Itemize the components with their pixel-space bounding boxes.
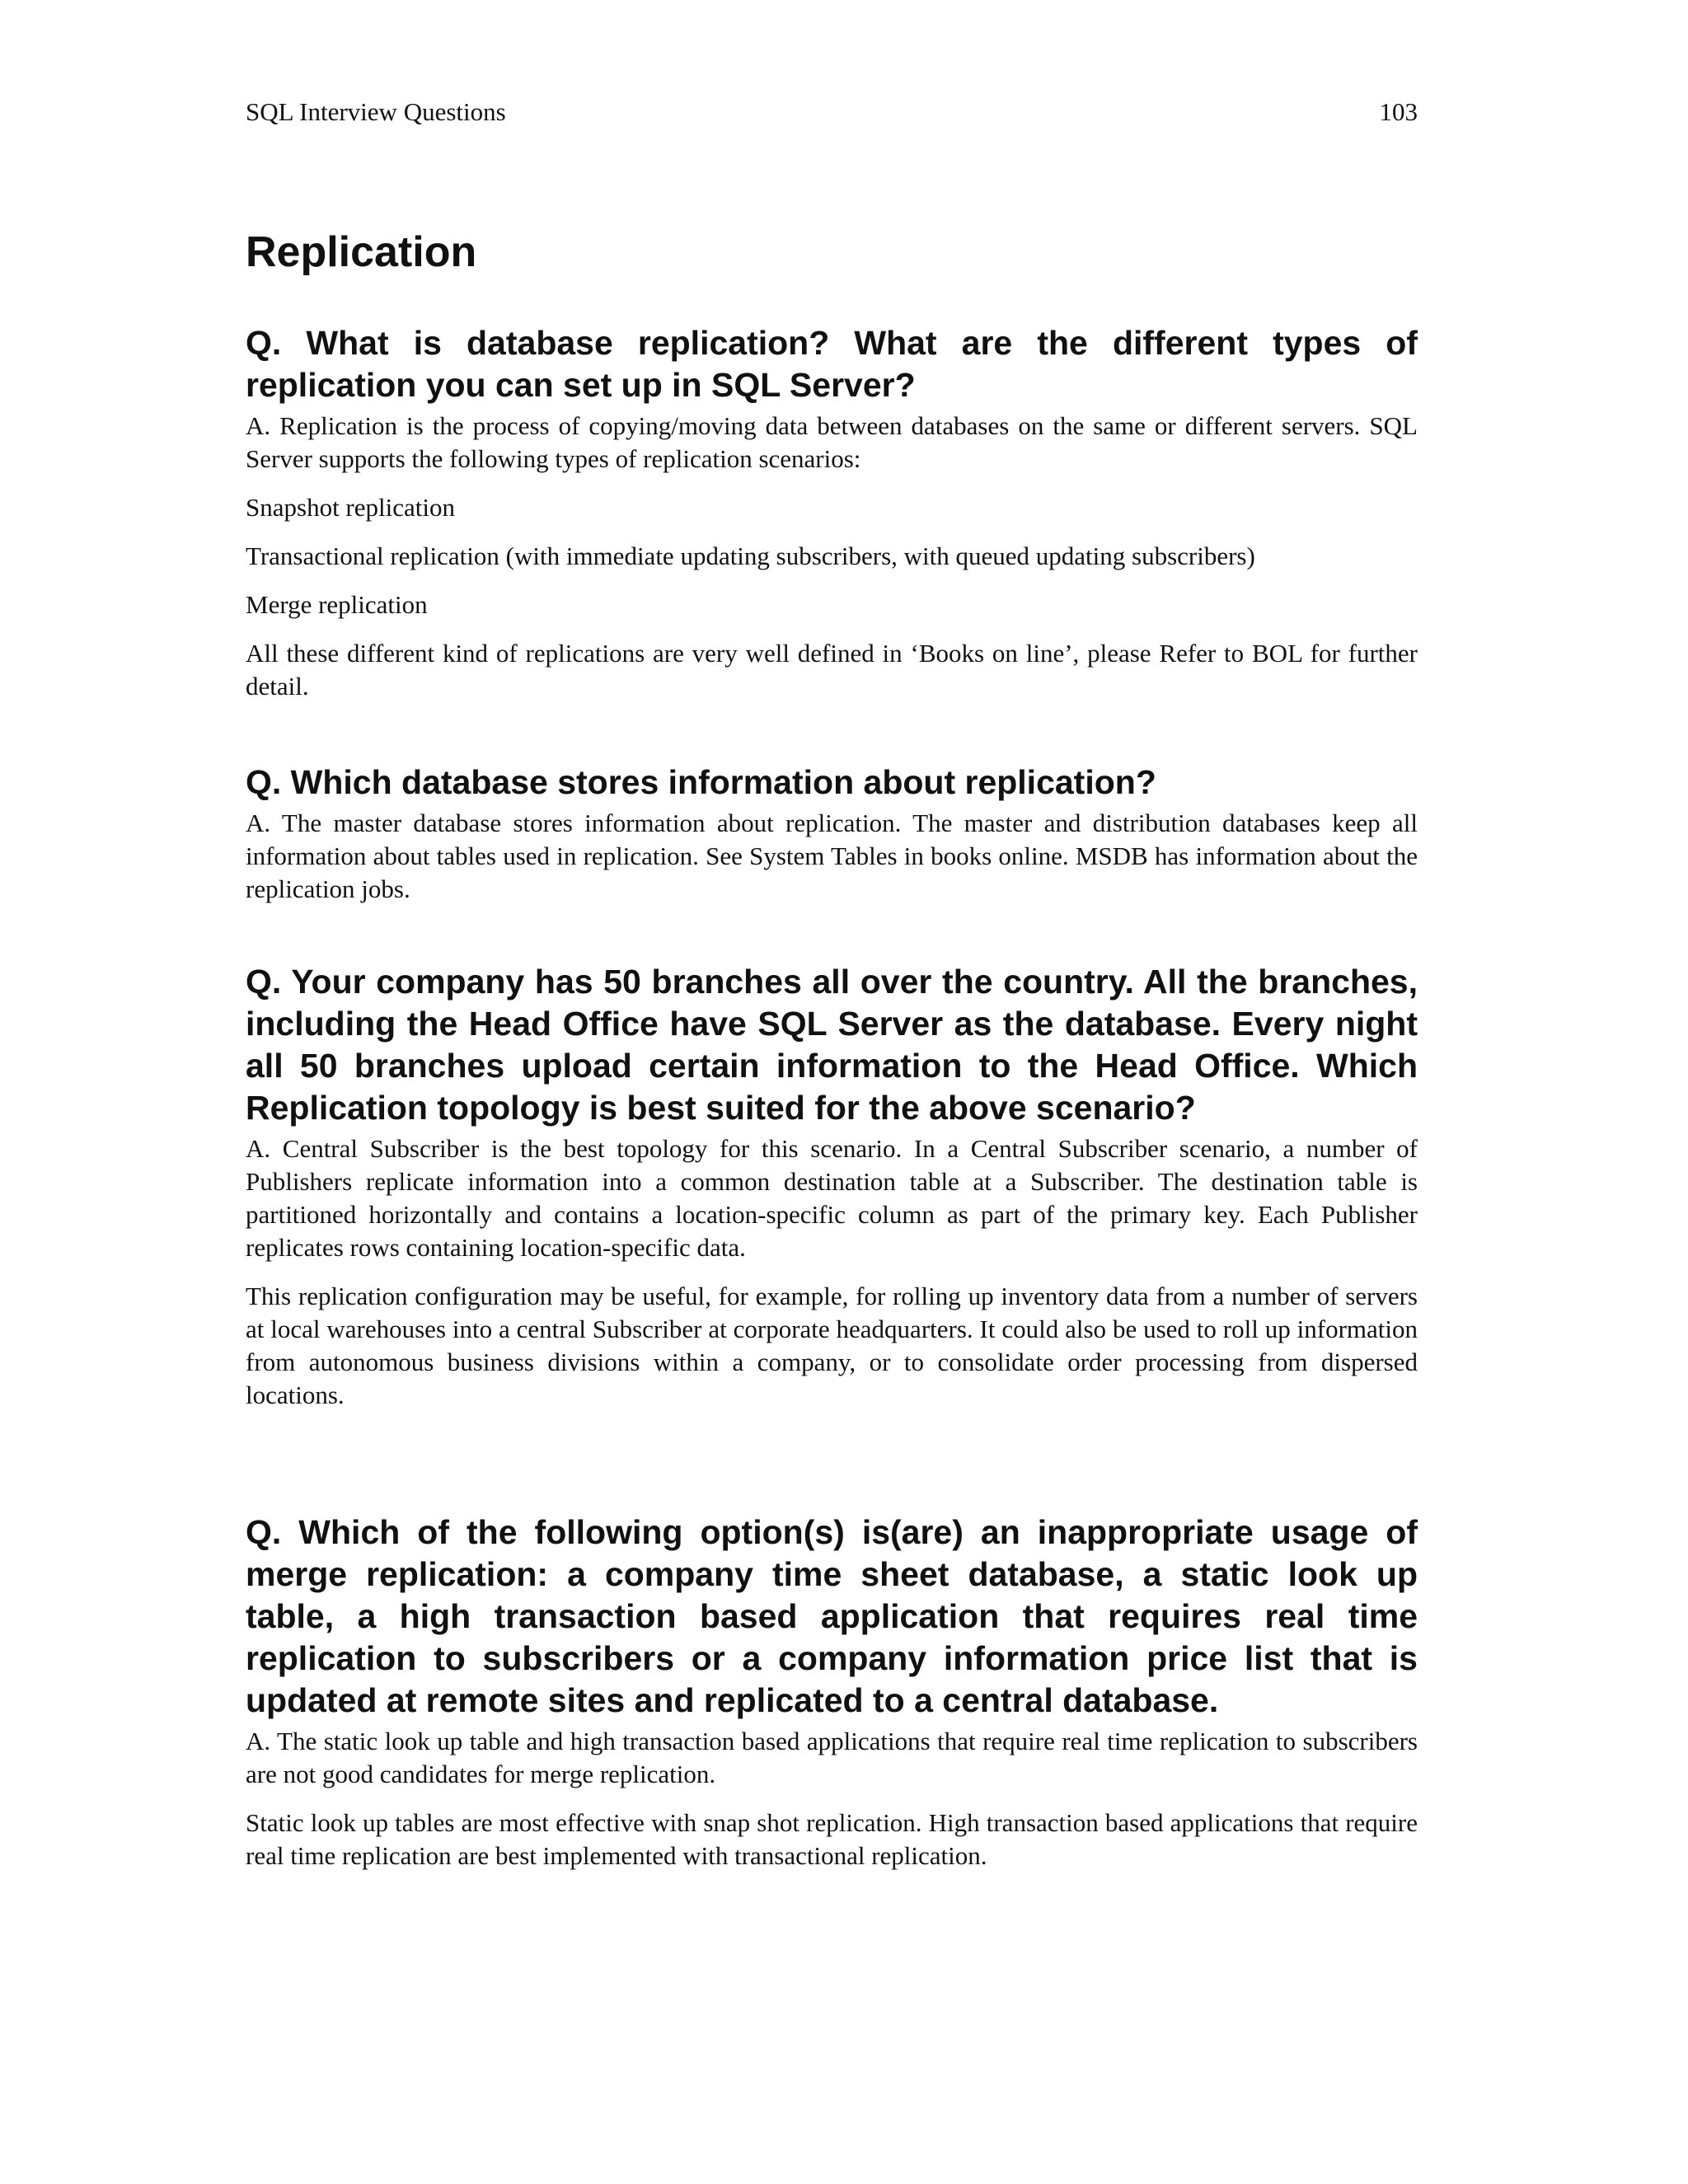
answer-3-para-2: This replication configuration may be useful, for example, for rolling up inventory data from a number of servers at local warehouses into a central Subscriber at corporate headquarters. It could also be used to roll up information from autonomous business divisions within a company, or to consolidate order processing from dispersed locations. <box>246 1282 1418 1409</box>
qa-block-2 <box>246 762 1418 921</box>
document-page <box>246 0 1418 2184</box>
answer-2-para-1: A. The master database stores information about replication. The master and distribution databases keep all information about tables used in replication. See System Tables in books online. MSDB has information about the replication jobs. <box>246 808 1418 903</box>
page-number: 103 <box>1379 97 1418 126</box>
book-title: SQL Interview Questions <box>246 97 506 126</box>
answer-1-para-4: Merge replication <box>246 590 428 619</box>
answer-4-para-1: A. The static look up table and high transaction based applications that require real time replication to subscribers are not good candidates for merge replication. <box>246 1727 1418 1788</box>
chapter-title: Replication <box>246 228 477 276</box>
answer-1-para-5: All these different kind of replications are very well defined in ‘Books on line’, please Refer to BOL for further detail. <box>246 639 1418 701</box>
qa-block-1 <box>246 322 1418 719</box>
qa-block-4 <box>246 1511 1418 1888</box>
question-4: Q. Which of the following option(s) is(are) an inappropriate usage of merge replication: a company time sheet database, a static look up table, a high transaction based application that requires real time replication to subscribers or a company information price list that is updated at remote sites and replicated to a central database. <box>246 1513 1418 1719</box>
answer-4-para-2: Static look up tables are most effective with snap shot replication. High transaction based applications that require real time replication are best implemented with transactional replication. <box>246 1808 1418 1870</box>
question-1: Q. What is database replication? What are the different types of replication you can set up in SQL Server? <box>246 324 1418 404</box>
answer-3-para-1: A. Central Subscriber is the best topology for this scenario. In a Central Subscriber scenario, a number of Publishers replicate information into a common destination table at a Subscriber. The destination table is partitioned horizontally and contains a location-specific column as part of the primary key. Each Publisher replicates rows containing location-specific data. <box>246 1134 1418 1262</box>
qa-block-3 <box>246 961 1418 1427</box>
answer-1-para-2: Snapshot replication <box>246 493 455 522</box>
question-2: Q. Which database stores information about replication? <box>246 763 1156 801</box>
running-header <box>246 97 1418 134</box>
question-3: Q. Your company has 50 branches all over the country. All the branches, including the Head Office have SQL Server as the database. Every night all 50 branches upload certain information to the Head Office. Which Replication topology is best suited for the above scenario? <box>246 963 1418 1127</box>
answer-1-para-1: A. Replication is the process of copying/moving data between databases on the same or different servers. SQL Server supports the following types of replication scenarios: <box>246 411 1418 473</box>
answer-1-para-3: Transactional replication (with immediate updating subscribers, with queued updating subscribers) <box>246 541 1255 570</box>
